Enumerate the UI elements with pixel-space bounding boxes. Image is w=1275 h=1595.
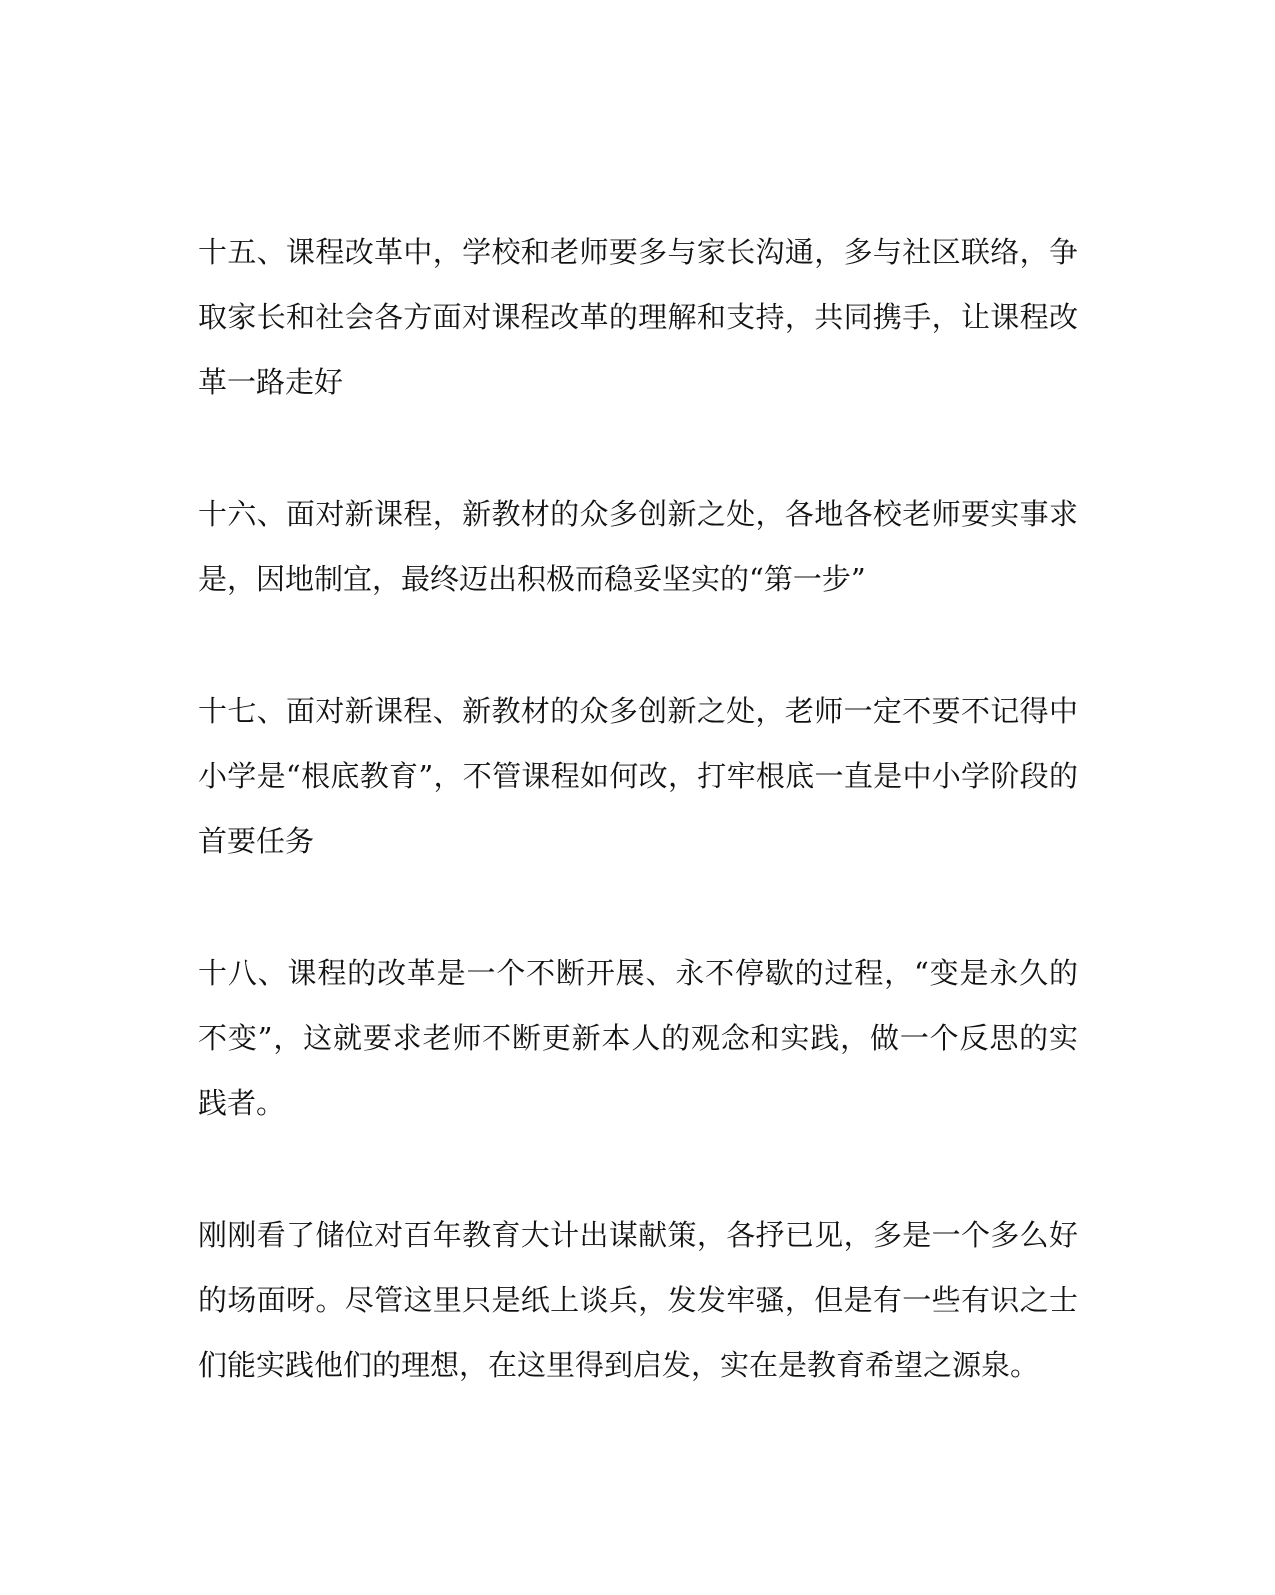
closing-paragraph: 刚刚看了储位对百年教育大计出谋献策，各抒已见，多是一个多么好的场面呀。尽管这里只是纸上谈兵，发发牢骚，但是有一些有识之士们能实践他们的理想，在这里得到启发，实在是教育希望之源泉。 (198, 1218, 1078, 1382)
paragraph-16: 十六、面对新课程，新教材的众多创新之处，各地各校老师要实事求是，因地制宜，最终迈出积极而稳妥坚实的“第一步” (198, 497, 1078, 596)
paragraph-18: 十八、课程的改革是一个不断开展、永不停歇的过程，“变是永久的不变”，这就要求老师不断更新本人的观念和实践，做一个反思的实践者。 (198, 956, 1078, 1120)
document-body (198, 220, 1078, 1398)
paragraph-15: 十五、课程改革中，学校和老师要多与家长沟通，多与社区联络，争取家长和社会各方面对课程改革的理解和支持，共同携手，让课程改革一路走好 (198, 235, 1078, 399)
paragraph-17: 十七、面对新课程、新教材的众多创新之处，老师一定不要不记得中小学是“根底教育”，不管课程如何改，打牢根底一直是中小学阶段的首要任务 (198, 694, 1078, 858)
